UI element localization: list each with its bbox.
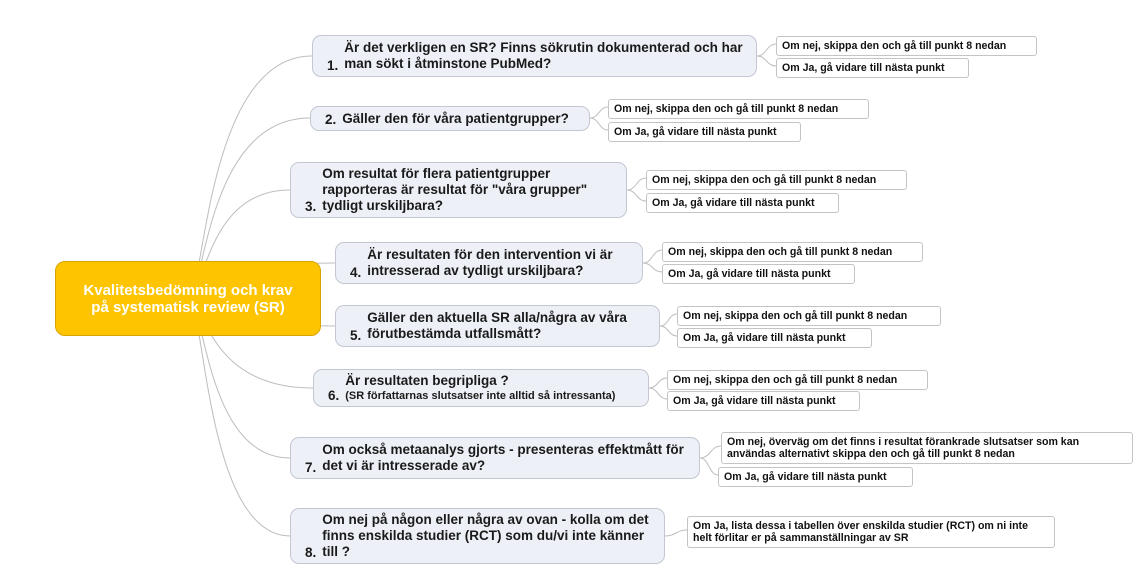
topic-text: Om resultat för flera patientgrupper rapporteras är resultat för "våra grupper" tydligt urskiljbara? [322, 166, 588, 213]
leaf-1-yes[interactable]: Om Ja, gå vidare till nästa punkt [776, 58, 969, 78]
leaf-7-no[interactable]: Om nej, överväg om det finns i resultat förankrade slutsatser som kan användas alternativt skippa den och gå till punkt 8 nedan [721, 432, 1133, 464]
leaf-6-no[interactable]: Om nej, skippa den och gå till punkt 8 nedan [667, 370, 928, 390]
topic-6[interactable] [313, 369, 649, 407]
topic-text: Gäller den för våra patientgrupper? [342, 110, 569, 126]
connector-line [700, 458, 718, 475]
topic-text: Gäller den aktuella SR alla/några av våra förutbestämda utfallsmått? [367, 310, 627, 341]
leaf-2-no[interactable]: Om nej, skippa den och gå till punkt 8 nedan [608, 99, 869, 119]
topic-number: 6. [328, 388, 340, 403]
connector-line [649, 378, 667, 388]
leaf-6-yes[interactable]: Om Ja, gå vidare till nästa punkt [667, 391, 860, 411]
leaf-1-no[interactable]: Om nej, skippa den och gå till punkt 8 nedan [776, 36, 1037, 56]
topic-number: 3. [305, 199, 317, 214]
leaf-3-yes[interactable]: Om Ja, gå vidare till nästa punkt [646, 193, 839, 213]
topic-3[interactable] [290, 162, 627, 218]
topic-text: Är det verkligen en SR? Finns sökrutin dokumenterad och har man sökt i åtminstone PubMed? [344, 40, 743, 71]
topic-text: Om nej på någon eller några av ovan - kolla om det finns enskilda studier (RCT) som du/vi inte känner till ? [322, 512, 649, 559]
central-topic-title: Kvalitetsbedömning och krav på systematisk review (SR) [83, 281, 293, 316]
leaf-4-no[interactable]: Om nej, skippa den och gå till punkt 8 nedan [662, 242, 923, 262]
topic-number: 7. [305, 460, 317, 475]
topic-1[interactable] [312, 35, 757, 77]
central-topic[interactable] [55, 261, 321, 336]
topic-2[interactable] [310, 106, 590, 131]
connector-line [590, 118, 608, 130]
connector-line [643, 250, 662, 263]
topic-number: 2. [325, 112, 337, 127]
leaf-5-yes[interactable]: Om Ja, gå vidare till nästa punkt [677, 328, 872, 348]
connector-line [660, 314, 677, 326]
topic-note: (SR författarnas slutsatser inte alltid så intressanta) [345, 390, 616, 402]
topic-8[interactable] [290, 508, 665, 564]
connector-line [649, 388, 667, 399]
leaf-5-no[interactable]: Om nej, skippa den och gå till punkt 8 nedan [677, 306, 941, 326]
connector-line [590, 107, 608, 118]
connector-line [700, 446, 721, 458]
topic-4[interactable] [335, 242, 643, 284]
topic-number: 5. [350, 328, 362, 343]
leaf-3-no[interactable]: Om nej, skippa den och gå till punkt 8 nedan [646, 170, 907, 190]
connector-line [643, 263, 662, 272]
topic-5[interactable] [335, 305, 660, 347]
topic-number: 1. [327, 58, 339, 73]
topic-text: Är resultaten begripliga ? [345, 373, 509, 388]
connector-line [627, 190, 646, 201]
connector-line [757, 44, 776, 56]
leaf-2-yes[interactable]: Om Ja, gå vidare till nästa punkt [608, 122, 801, 142]
topic-text: Om också metaanalys gjorts - presenteras effektmått för det vi är intresserade av? [322, 442, 684, 473]
connector-line [627, 178, 646, 190]
topic-number: 8. [305, 545, 317, 560]
topic-7[interactable] [290, 437, 700, 479]
connector-line [757, 56, 776, 66]
leaf-7-yes[interactable]: Om Ja, gå vidare till nästa punkt [718, 467, 913, 487]
leaf-8-yes[interactable]: Om Ja, lista dessa i tabellen över enskilda studier (RCT) om ni inte helt förlitar er på sammanställningar av SR [687, 516, 1055, 548]
topic-number: 4. [350, 265, 362, 280]
topic-text: Är resultaten för den intervention vi är intresserad av tydligt urskiljbara? [367, 247, 613, 278]
connector-line [660, 326, 677, 336]
connector-line [665, 530, 687, 536]
leaf-4-yes[interactable]: Om Ja, gå vidare till nästa punkt [662, 264, 855, 284]
